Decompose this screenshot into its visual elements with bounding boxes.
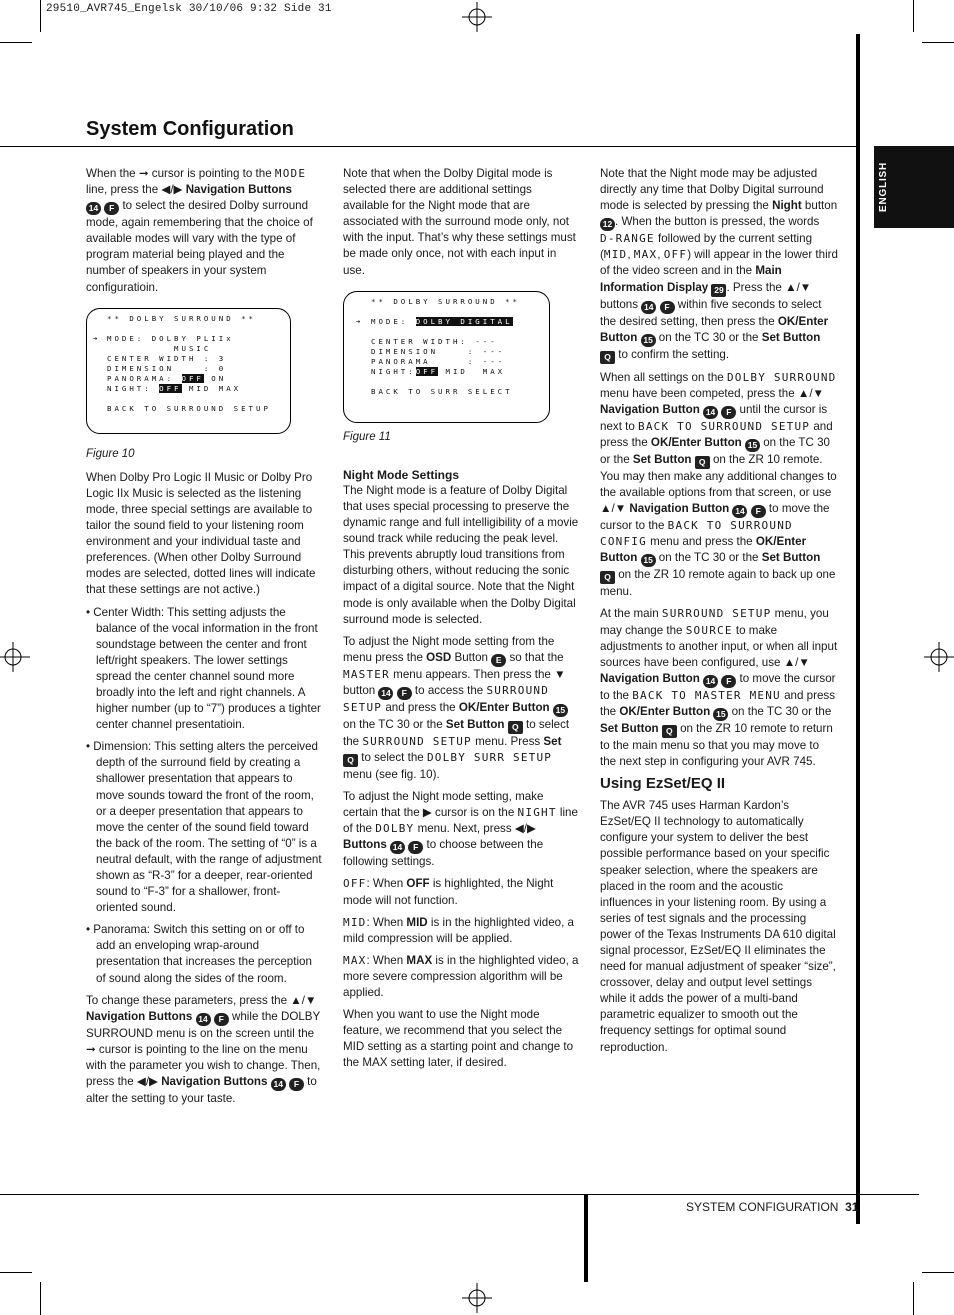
col2-paragraph-1: Note that when the Dolby Digital mode is selected there are additional settings available for the Night mode that are associated with the surround mode only, not with the input. That’s why these settings must be made only once, not with each input in use. xyxy=(343,167,576,277)
col3-paragraph-1: Note that the Night mode may be adjusted directly any time that Dolby Digital surround mode is selected by pressing the Night button 12 . When the button is pressed, the words D-RANGE followed by the current setting (MID, MAX, OFF) will appear in the lower third of the video screen and in the Main Information Display 29 . Press the ▲/▼ buttons 14 F within five seconds to select the desired setting, then press the OK/Enter Button 15 on the TC 30 or the Set Button Q to confirm the setting. xyxy=(600,167,838,362)
button-12-icon: 12 xyxy=(600,218,615,231)
col1-paragraph-2: When Dolby Pro Logic II Music or Dolby Pro Logic IIx Music is selected as the listening mode, three special settings are available to tailor the sound field to your listening room environment and your individual taste and preferences. (When other Dolby Surround modes are selected, dotted lines will indicate that these settings are not active.) xyxy=(86,470,316,597)
registration-mark xyxy=(924,642,954,672)
bullet-dimension: • Dimension: This setting alters the perceived depth of the surround field by creating a shallower presentation that appears to move sounds toward the front of the room, or a deeper presentation that appears to move the center of the sound field toward the back of the room. The setting of “0” is a neutral default, with the range of adjustment shown as “R-3” for a deeper, rear-oriented sound to “F-3” for a shallower, front-oriented sound. xyxy=(86,740,322,915)
registration-mark xyxy=(462,2,492,32)
language-tab-label: ENGLISH xyxy=(878,161,889,212)
button-q-icon: Q xyxy=(508,721,523,734)
figure-11 xyxy=(343,291,579,429)
page-title: System Configuration xyxy=(86,118,294,140)
column-2 xyxy=(343,166,579,1077)
page-footer xyxy=(686,1200,858,1214)
col2-paragraph-2: The Night mode is a feature of Dolby Digital that uses special processing to preserve the dynamic range and full intelligibility of a movie sound track while reducing the peak level. This prevents abruptly loud transitions from disturbing others, without reducing the sonic impact of a digital source. Note that the Night mode is only available when the Dolby Digital surround mode is selected. xyxy=(343,483,579,626)
registration-mark xyxy=(0,642,30,672)
column-3 xyxy=(600,166,838,1062)
button-29-icon: 29 xyxy=(711,284,726,297)
footer-edge-bar xyxy=(584,1194,588,1282)
col2-paragraph-3: To adjust the Night mode setting from the menu press the OSD Button E so that the MASTER menu appears. Then press the ▼ button 14 F to access the SURROUND SETUP and press the OK/Enter Button 15 on the TC 30 or the Set Button Q to select the SURROUND SETUP menu. Press Set Q to select the DOLBY SURR SETUP menu (see fig. 10). xyxy=(343,634,570,781)
footer-label: SYSTEM CONFIGURATION xyxy=(686,1200,839,1214)
crop-mark xyxy=(0,42,32,43)
crop-mark xyxy=(913,1282,914,1315)
figure-10-menu: ** DOLBY SURROUND ** ➔ MODE: DOLBY PLIIx MUSIC CENTER WIDTH : 3 DIMENSION : 0 PANORAMA: OFF ON NIGHT: OFF MID MAX BACK TO SURROUND SETUP xyxy=(93,313,271,413)
button-14-icon: 14 xyxy=(86,202,101,215)
option-mid: MID: When MID is in the highlighted video, a mild compression will be applied. xyxy=(343,915,574,945)
column-1 xyxy=(86,166,322,1113)
title-rule xyxy=(0,146,858,147)
crop-mark xyxy=(922,1272,954,1273)
col1-paragraph-3: To change these parameters, press the ▲/▼ Navigation Buttons 14 F while the DOLBY SURROUND menu is on the screen until the ➞ cursor is pointing to the line on the menu with the parameter you wish to change. Then, press the ◀/▶ Navigation Buttons 14 F to alter the setting to your taste. xyxy=(86,993,321,1106)
figure-10-caption: Figure 10 xyxy=(86,447,135,460)
col1-paragraph-1: When the ➞ cursor is pointing to the MODE line, press the ◀/▶ Navigation Buttons 14 F to select the desired Dolby surround mode, again remembering that the choice of available modes will vary with the type of program material being played and the number of speakers in your system configuratioin. xyxy=(86,167,313,294)
ezset-heading: Using EzSet/EQ II xyxy=(600,775,726,793)
footer-rule xyxy=(0,1194,919,1195)
button-e-icon: E xyxy=(491,654,506,667)
bullet-panorama: • Panorama: Switch this setting on or off to add an enveloping wrap-around presentation that increases the perception of sound along the sides of the room. xyxy=(86,923,312,985)
col2-paragraph-4: To adjust the Night mode setting, make certain that the ▶ cursor is on the NIGHT line of the DOLBY menu. Next, press ◀/▶ Buttons 14 F to choose between the following settings. xyxy=(343,790,578,869)
night-mode-heading: Night Mode Settings xyxy=(343,467,459,482)
button-f-icon: F xyxy=(104,202,119,215)
bullet-center-width: • Center Width: This setting adjusts the balance of the vocal information in the front soundstage between the center and front left/right speakers. The lower settings spread the center channel sound more broadly into the left and right channels. A higher number (up to “7”) produces a tighter center channel presentatioin. xyxy=(86,605,321,732)
option-off: OFF: When OFF is highlighted, the Night mode will not function. xyxy=(343,877,554,907)
page-edge-bar xyxy=(856,34,860,1224)
col3-paragraph-2: When all settings on the DOLBY SURROUND menu have been competed, press the ▲/▼ Navigation Button 14 F until the cursor is next to BACK TO SURROUND SETUP and press the OK/Enter Button 15 on the TC 30 or the Set Button Q on the ZR 10 remote. You may then make any additional changes to the available options from that screen, or use ▲/▼ Navigation Button 14 F to move the cursor to the BACK TO SURROUND CONFIG menu and press the OK/Enter Button 15 on the TC 30 or the Set Button Q on the ZR 10 remote again to back up one menu. xyxy=(600,370,837,599)
button-15-icon: 15 xyxy=(553,704,568,717)
col2-paragraph-5: When you want to use the Night mode feature, we recommend that you select the MID setting as a starting point and change to the MAX setting later, if desired. xyxy=(343,1008,574,1070)
option-max: MAX: When MAX is in the highlighted video, a more severe compression algorithm will be applied. xyxy=(343,953,579,999)
col3-paragraph-4: The AVR 745 uses Harman Kardon’s EzSet/EQ II technology to automatically configure your system to deliver the best possible performance based on your specific speaker selection, where the speakers are placed in the room and the acoustic influences in your listening room. By using a series of test signals and the processing power of the Texas Instruments DA 610 digital signal processor, EzSet/EQ II eliminates the need for manual adjustment of speaker “size”, crossover, delay and output level settings while it adds the power of a multi-band parametric equalizer to smooth out the frequency settings for optimal sound reproduction. xyxy=(600,799,836,1054)
col3-paragraph-3: At the main SURROUND SETUP menu, you may change the SOURCE to make adjustments to another input, or when all input sources have been configured, use ▲/▼ Navigation Button 14 F to move the cursor to the BACK TO MASTER MENU and press the OK/Enter Button 15 on the TC 30 or the Set Button Q on the ZR 10 remote to return to the main menu so that you may move to the next step in configuring your AVR 745. xyxy=(600,607,838,768)
figure-11-caption: Figure 11 xyxy=(343,430,391,443)
language-tab xyxy=(874,146,954,228)
crop-mark xyxy=(40,0,41,32)
crop-mark xyxy=(922,42,954,43)
crop-mark xyxy=(913,0,914,32)
figure-11-menu: ** DOLBY SURROUND ** ➔ MODE: DOLBY DIGITAL CENTER WIDTH: --- DIMENSION : --- PANORAMA : --- NIGHT:OFF MID MAX BACK TO SURR SELECT xyxy=(356,296,520,396)
printer-slug: 29510_AVR745_Engelsk 30/10/06 9:32 Side 31 xyxy=(46,3,332,15)
registration-mark xyxy=(462,1283,492,1313)
page-number: 31 xyxy=(845,1200,859,1214)
figure-10 xyxy=(86,308,322,438)
crop-mark xyxy=(40,1282,41,1315)
crop-mark xyxy=(0,1272,32,1273)
